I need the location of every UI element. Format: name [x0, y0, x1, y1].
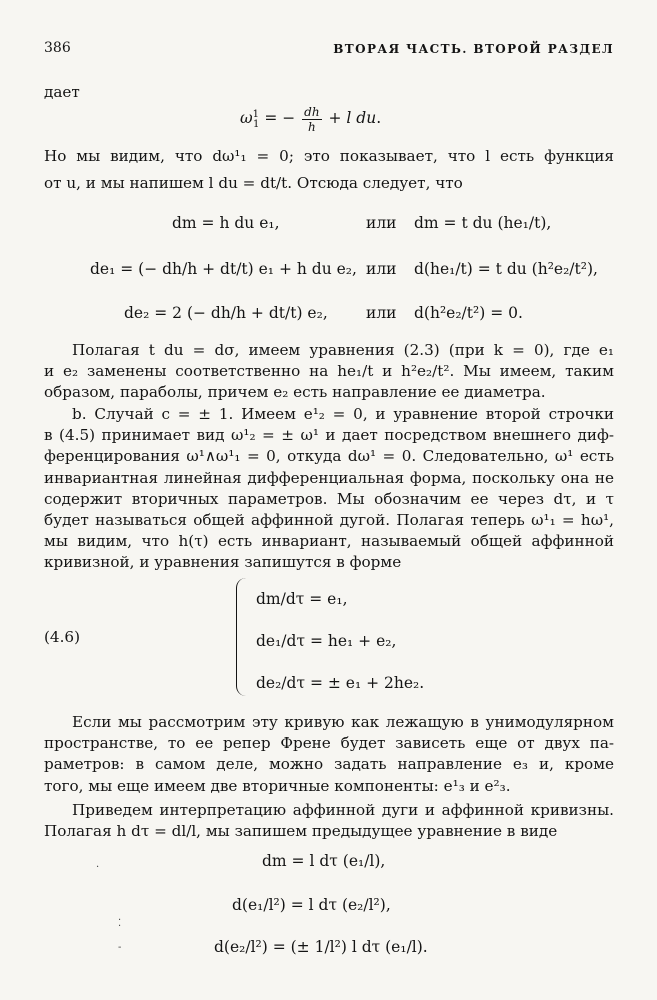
paragraph-parabola: [44, 340, 614, 404]
scan-speck: ⁚: [118, 918, 122, 929]
system1-row2-right: d(he₁/t) = t du (h²e₂/t²),: [414, 260, 598, 278]
text-line: образом, параболы, причем e₂ есть направление ее диаметра.: [44, 383, 546, 402]
text-line: Полагая t du = dσ, имеем уравнения (2.3) (при k = 0), где e₁: [72, 341, 614, 359]
page-header: [44, 40, 614, 62]
text-line: инвариантная линейная дифференциальная форма, поскольку она не: [44, 468, 614, 487]
system3-row1: dm = l dτ (e₁/l),: [262, 852, 386, 870]
system1-row3-left: de₂ = 2 (− dh/h + dt/t) e₂,: [124, 304, 328, 322]
page-number: 386: [44, 40, 71, 56]
text-line: в (4.5) принимает вид ω¹₂ = ± ω¹ и дает посредством внешнего диф-: [44, 426, 614, 445]
system3-row3: d(e₂/l²) = (± 1/l²) l dτ (e₁/l).: [214, 938, 428, 956]
system2-row2: de₁/dτ = he₁ + e₂,: [256, 632, 397, 650]
text-line: Приведем интерпретацию аффинной дуги и аффинной кривизны.: [72, 801, 614, 819]
text-line: Но мы видим, что dω¹₁ = 0; это показывает, что l есть функция: [44, 147, 614, 165]
text-line: дает: [44, 83, 80, 101]
paragraph-unimodular: [44, 712, 614, 797]
text-line: ференцирования ω¹∧ω¹₁ = 0, откуда dω¹ = 0. Следовательно, ω¹ есть: [44, 447, 614, 466]
equation-label: (4.6): [44, 628, 81, 646]
scan-speck: ·: [96, 862, 100, 873]
system1-row1-right: dm = t du (he₁/t),: [414, 214, 552, 232]
text-line: Полагая h dτ = dl/l, мы запишем предыдущее уравнение в виде: [44, 822, 558, 841]
curly-brace: [236, 578, 247, 696]
text-line: будет называться общей аффинной дугой. Полагая теперь ω¹₁ = hω¹,: [44, 511, 614, 530]
text-line: от u, и мы напишем l du = dt/t. Отсюда следует, что: [44, 174, 463, 193]
scan-speck: -: [118, 942, 122, 953]
system2-row1: dm/dτ = e₁,: [256, 590, 348, 608]
text-line: того, мы еще имеем две вторичные компоненты: e¹₃ и e²₃.: [44, 776, 511, 795]
paragraph-function: [44, 146, 614, 194]
system3-row2: d(e₁/l²) = l dτ (e₂/l²),: [232, 896, 391, 914]
text-line: b. Случай c = ± 1. Имеем e¹₂ = 0, и уравнение второй строчки: [72, 405, 614, 423]
system2-row3: de₂/dτ = ± e₁ + 2he₂.: [256, 674, 425, 692]
text-line: содержит вторичных параметров. Мы обозначим ее через dτ, и τ: [44, 489, 614, 508]
text-line: и e₂ заменены соответственно на he₁/t и h²e₂/t². Мы имеем, таким: [44, 362, 614, 381]
text-line: Если мы рассмотрим эту кривую как лежащую в унимодулярном: [72, 713, 614, 731]
system1-row1-or: или: [366, 214, 397, 232]
paragraph-interpretation: [44, 800, 614, 842]
paragraph-intro: [44, 82, 614, 103]
running-title: ВТОРАЯ ЧАСТЬ. ВТОРОЙ РАЗДЕЛ: [333, 42, 614, 56]
system1-row3-or: или: [366, 304, 397, 322]
equation-omega: $\omega^1_1$ = − $\frac{dh}{h}$ + l du.: [240, 104, 382, 134]
text-line: кривизной, и уравнения запишутся в форме: [44, 553, 402, 572]
text-line: пространстве, то ее репер Френе будет зависеть еще от двух па-: [44, 734, 614, 753]
text-line: раметров: в самом деле, можно задать направление e₃ и, кроме: [44, 755, 614, 774]
system1-row2-left: de₁ = (− dh/h + dt/t) e₁ + h du e₂,: [90, 260, 357, 278]
system1-row1-left: dm = h du e₁,: [172, 214, 280, 232]
system1-row2-or: или: [366, 260, 397, 278]
paragraph-case-b: [44, 404, 614, 574]
system1-row3-right: d(h²e₂/t²) = 0.: [414, 304, 523, 322]
fraction: $\frac{dh}{h}$: [304, 104, 320, 134]
text-line: мы видим, что h(τ) есть инвариант, называемый общей аффинной: [44, 532, 614, 551]
